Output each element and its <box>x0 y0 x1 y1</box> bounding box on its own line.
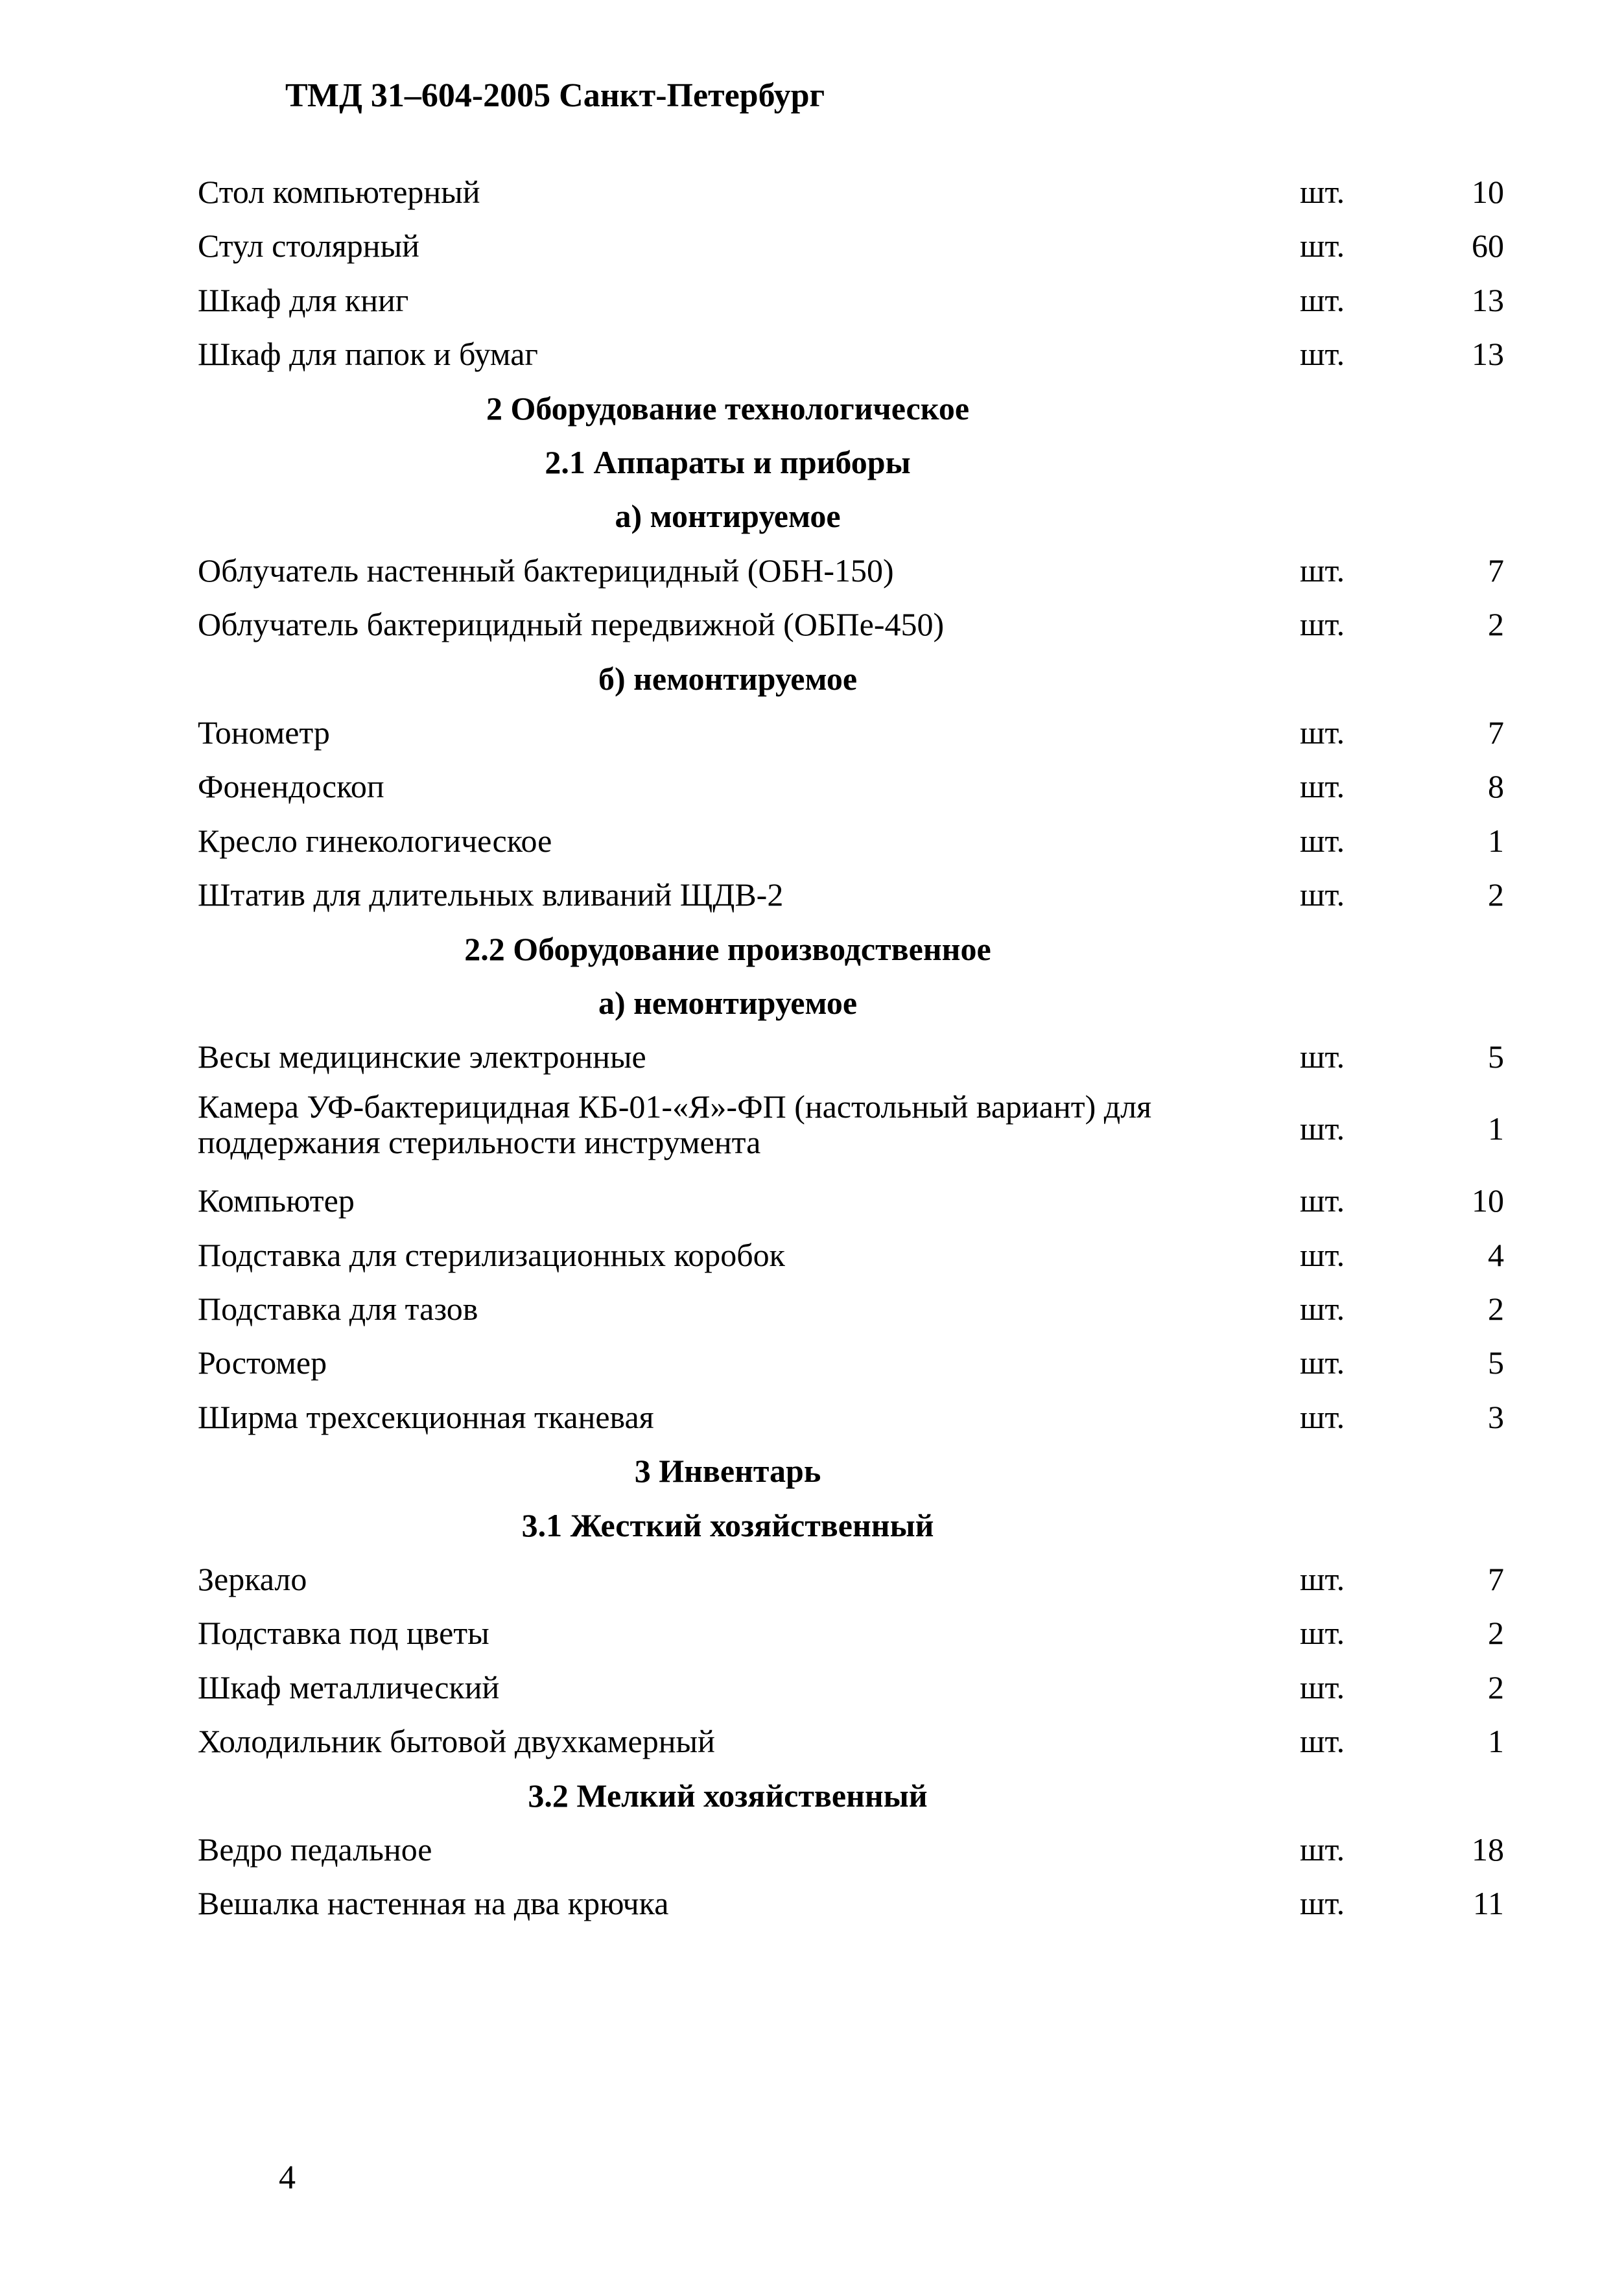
item-unit: шт. <box>1300 336 1345 373</box>
item-name: Фонендоскоп <box>198 768 384 805</box>
item-unit: шт. <box>1300 281 1345 318</box>
section-heading: 3.1 Жесткий хозяйственный <box>521 1506 934 1543</box>
item-unit: шт. <box>1300 714 1345 751</box>
item-quantity: 7 <box>1488 552 1504 589</box>
document-header: ТМД 31–604-2005 Санкт-Петербург <box>285 77 825 114</box>
item-unit: шт. <box>1300 1110 1345 1147</box>
item-name: Подставка для тазов <box>198 1291 478 1327</box>
item-unit: шт. <box>1300 1669 1345 1706</box>
item-quantity: 5 <box>1488 1038 1504 1075</box>
item-unit: шт. <box>1300 1885 1345 1922</box>
item-unit: шт. <box>1300 606 1345 643</box>
item-quantity: 8 <box>1488 768 1504 805</box>
item-quantity: 13 <box>1472 336 1504 373</box>
section-heading: 2 Оборудование технологическое <box>486 390 970 427</box>
section-heading: а) немонтируемое <box>598 985 858 1021</box>
item-name: Весы медицинские электронные <box>198 1038 646 1075</box>
item-name: Облучатель бактерицидный передвижной (ОБПе-450) <box>198 606 945 643</box>
item-quantity: 10 <box>1472 174 1504 210</box>
section-heading: 2.1 Аппараты и приборы <box>545 444 911 480</box>
item-name: Стул столярный <box>198 228 419 264</box>
item-unit: шт. <box>1300 1723 1345 1760</box>
item-quantity: 5 <box>1488 1344 1504 1381</box>
item-quantity: 3 <box>1488 1398 1504 1435</box>
item-unit: шт. <box>1300 1344 1345 1381</box>
page-number: 4 <box>279 2159 296 2196</box>
section-heading: 2.2 Оборудование производственное <box>464 930 991 967</box>
item-name: Стол компьютерный <box>198 174 480 210</box>
section-heading: а) монтируемое <box>615 498 841 535</box>
item-name: Ведро педальное <box>198 1831 432 1868</box>
item-quantity: 2 <box>1488 1291 1504 1327</box>
item-quantity: 2 <box>1488 1669 1504 1706</box>
item-quantity: 10 <box>1472 1182 1504 1219</box>
item-quantity: 13 <box>1472 281 1504 318</box>
item-name: Компьютер <box>198 1182 355 1219</box>
item-name: Подставка под цветы <box>198 1615 489 1652</box>
item-unit: шт. <box>1300 822 1345 859</box>
item-name: Тонометр <box>198 714 330 751</box>
item-unit: шт. <box>1300 1561 1345 1597</box>
item-name: Шкаф металлический <box>198 1669 500 1706</box>
item-quantity: 60 <box>1472 228 1504 264</box>
item-name: Шкаф для папок и бумаг <box>198 336 538 373</box>
item-quantity: 1 <box>1488 1723 1504 1760</box>
item-quantity: 2 <box>1488 606 1504 643</box>
item-quantity: 2 <box>1488 876 1504 913</box>
item-unit: шт. <box>1300 768 1345 805</box>
item-unit: шт. <box>1300 1291 1345 1327</box>
item-name: Камера УФ-бактерицидная КБ-01-«Я»-ФП (настольный вариант) для поддержания стерильности инструмента <box>198 1088 1152 1160</box>
item-unit: шт. <box>1300 1615 1345 1652</box>
item-quantity: 1 <box>1488 822 1504 859</box>
item-quantity: 4 <box>1488 1236 1504 1273</box>
item-name: Ростомер <box>198 1344 327 1381</box>
item-name: Облучатель настенный бактерицидный (ОБН-150) <box>198 552 894 589</box>
item-unit: шт. <box>1300 174 1345 210</box>
item-quantity: 11 <box>1472 1885 1504 1922</box>
item-quantity: 7 <box>1488 714 1504 751</box>
item-name: Штатив для длительных вливаний ЩДВ-2 <box>198 876 784 913</box>
item-unit: шт. <box>1300 1236 1345 1273</box>
item-unit: шт. <box>1300 1182 1345 1219</box>
item-name: Подставка для стерилизационных коробок <box>198 1236 785 1273</box>
item-quantity: 7 <box>1488 1561 1504 1597</box>
item-unit: шт. <box>1300 552 1345 589</box>
item-unit: шт. <box>1300 228 1345 264</box>
item-name: Ширма трехсекционная тканевая <box>198 1398 654 1435</box>
item-name: Холодильник бытовой двухкамерный <box>198 1723 715 1760</box>
item-name: Зеркало <box>198 1561 307 1597</box>
item-quantity: 2 <box>1488 1615 1504 1652</box>
section-heading: 3 Инвентарь <box>634 1453 821 1490</box>
item-name: Вешалка настенная на два крючка <box>198 1885 669 1922</box>
item-unit: шт. <box>1300 876 1345 913</box>
item-name: Шкаф для книг <box>198 281 409 318</box>
section-heading: 3.2 Мелкий хозяйственный <box>528 1777 928 1814</box>
item-name: Кресло гинекологическое <box>198 822 552 859</box>
item-quantity: 1 <box>1488 1110 1504 1147</box>
item-unit: шт. <box>1300 1831 1345 1868</box>
item-quantity: 18 <box>1472 1831 1504 1868</box>
item-unit: шт. <box>1300 1398 1345 1435</box>
section-heading: б) немонтируемое <box>598 660 858 697</box>
item-unit: шт. <box>1300 1038 1345 1075</box>
